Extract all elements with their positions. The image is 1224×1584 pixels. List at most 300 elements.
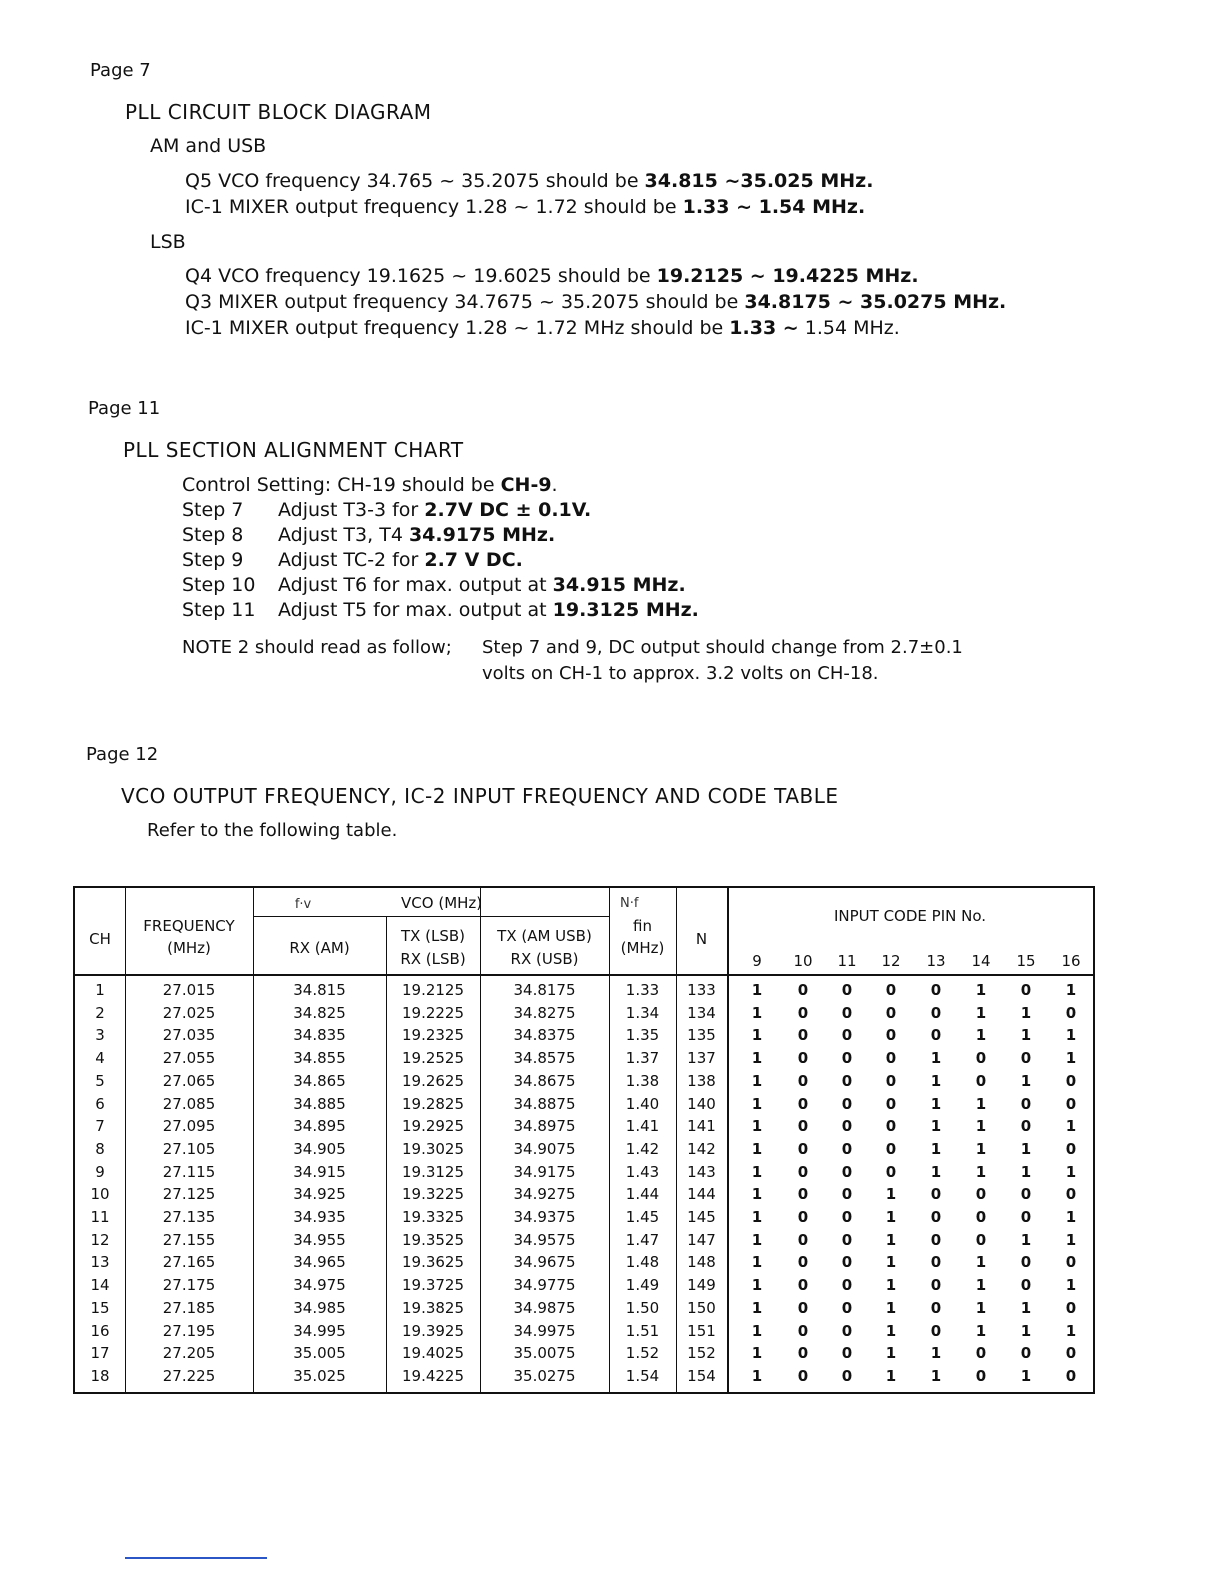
header-frequency: FREQUENCY — [143, 917, 235, 935]
cell-freq: 27.025 — [162, 1004, 216, 1022]
cell-code-pin-15: 1 — [1020, 1231, 1032, 1249]
cell-fin: 1.37 — [625, 1049, 660, 1067]
cell-freq: 27.205 — [162, 1344, 216, 1362]
cell-code-pin-13: 1 — [930, 1117, 942, 1135]
cell-code-pin-9: 1 — [751, 1072, 763, 1090]
header-pin-10: 10 — [793, 952, 813, 970]
cell-code-pin-13: 0 — [930, 1276, 942, 1294]
cell-rx-am: 34.985 — [293, 1299, 346, 1317]
am-usb-heading: AM and USB — [150, 135, 267, 157]
cell-freq: 27.055 — [162, 1049, 216, 1067]
cell-n: 143 — [687, 1163, 716, 1181]
cell-code-pin-11: 0 — [841, 1185, 853, 1203]
cell-n: 150 — [687, 1299, 716, 1317]
header-pin-13: 13 — [926, 952, 946, 970]
cell-fin: 1.44 — [625, 1185, 660, 1203]
cell-code-pin-9: 1 — [751, 1253, 763, 1271]
cell-code-pin-10: 0 — [797, 1095, 809, 1113]
cell-fin: 1.54 — [625, 1367, 660, 1385]
cell-code-pin-11: 0 — [841, 1231, 853, 1249]
cell-code-pin-12: 1 — [885, 1367, 897, 1385]
cell-n: 147 — [687, 1231, 716, 1249]
cell-ch: 16 — [90, 1322, 110, 1340]
cell-fin: 1.42 — [625, 1140, 660, 1158]
cell-code-pin-11: 0 — [841, 1299, 853, 1317]
header-tx-am-usb: TX (AM USB) — [497, 927, 592, 945]
header-rx-lsb: RX (LSB) — [400, 950, 466, 968]
step-text-9: Adjust TC-2 for 2.7 V DC. — [278, 549, 523, 571]
cell-fin: 1.41 — [625, 1117, 660, 1135]
cell-code-pin-11: 0 — [841, 1208, 853, 1226]
cell-code-pin-11: 0 — [841, 1140, 853, 1158]
cell-code-pin-10: 0 — [797, 1004, 809, 1022]
cell-code-pin-10: 0 — [797, 1140, 809, 1158]
header-n: N — [695, 930, 708, 948]
cell-am-usb: 34.9075 — [513, 1140, 576, 1158]
cell-am-usb: 35.0075 — [513, 1344, 576, 1362]
cell-code-pin-10: 0 — [797, 1253, 809, 1271]
cell-code-pin-12: 1 — [885, 1276, 897, 1294]
cell-code-pin-9: 1 — [751, 1185, 763, 1203]
cell-code-pin-11: 0 — [841, 1026, 853, 1044]
cell-code-pin-16: 0 — [1065, 1299, 1077, 1317]
cell-n: 152 — [687, 1344, 716, 1362]
cell-fin: 1.43 — [625, 1163, 660, 1181]
cell-am-usb: 34.8275 — [513, 1004, 576, 1022]
cell-freq: 27.065 — [162, 1072, 216, 1090]
cell-code-pin-14: 0 — [975, 1231, 987, 1249]
cell-code-pin-13: 0 — [930, 1026, 942, 1044]
cell-lsb: 19.3225 — [401, 1185, 465, 1203]
cell-n: 145 — [687, 1208, 716, 1226]
cell-code-pin-13: 0 — [930, 1299, 942, 1317]
cell-code-pin-12: 0 — [885, 1004, 897, 1022]
cell-code-pin-14: 0 — [975, 1208, 987, 1226]
cell-rx-am: 34.955 — [293, 1231, 346, 1249]
cell-code-pin-10: 0 — [797, 1049, 809, 1067]
cell-code-pin-13: 1 — [930, 1163, 942, 1181]
cell-freq: 27.095 — [162, 1117, 216, 1135]
cell-fin: 1.50 — [625, 1299, 660, 1317]
cell-rx-am: 34.965 — [293, 1253, 346, 1271]
cell-code-pin-15: 0 — [1020, 1253, 1032, 1271]
cell-ch: 1 — [95, 981, 105, 999]
cell-code-pin-15: 1 — [1020, 1299, 1032, 1317]
cell-lsb: 19.3025 — [401, 1140, 465, 1158]
cell-fin: 1.34 — [625, 1004, 660, 1022]
cell-code-pin-14: 1 — [975, 1095, 987, 1113]
cell-lsb: 19.4225 — [401, 1367, 465, 1385]
cell-fin: 1.47 — [625, 1231, 660, 1249]
cell-code-pin-13: 0 — [930, 1208, 942, 1226]
cell-am-usb: 34.9775 — [513, 1276, 576, 1294]
am-usb-line-1: Q5 VCO frequency 34.765 ~ 35.2075 should be 34.815 ~35.025 MHz. — [185, 170, 874, 192]
page11-heading: PLL SECTION ALIGNMENT CHART — [123, 438, 464, 462]
cell-am-usb: 34.9575 — [513, 1231, 576, 1249]
cell-fin: 1.49 — [625, 1276, 660, 1294]
cell-code-pin-15: 1 — [1020, 1072, 1032, 1090]
cell-code-pin-12: 1 — [885, 1344, 897, 1362]
cell-freq: 27.115 — [162, 1163, 216, 1181]
cell-am-usb: 35.0275 — [513, 1367, 576, 1385]
cell-ch: 12 — [90, 1231, 110, 1249]
cell-lsb: 19.2525 — [401, 1049, 465, 1067]
cell-rx-am: 34.995 — [293, 1322, 346, 1340]
cell-lsb: 19.2225 — [401, 1004, 465, 1022]
cell-code-pin-13: 0 — [930, 1004, 942, 1022]
cell-rx-am: 34.935 — [293, 1208, 346, 1226]
step-label-9: Step 9 — [182, 549, 244, 571]
cell-code-pin-9: 1 — [751, 1276, 763, 1294]
cell-code-pin-16: 0 — [1065, 1004, 1077, 1022]
cell-freq: 27.125 — [162, 1185, 216, 1203]
cell-fin: 1.52 — [625, 1344, 660, 1362]
page7-label: Page 7 — [90, 60, 151, 81]
cell-code-pin-12: 0 — [885, 1117, 897, 1135]
step-label-7: Step 7 — [182, 499, 244, 521]
cell-code-pin-12: 1 — [885, 1253, 897, 1271]
cell-n: 149 — [687, 1276, 716, 1294]
note-line-1: Step 7 and 9, DC output should change from 2.7±0.1 — [482, 637, 963, 658]
header-fin-unit: (MHz) — [620, 939, 665, 957]
cell-code-pin-14: 0 — [975, 1344, 987, 1362]
cell-n: 135 — [687, 1026, 716, 1044]
header-input-code: INPUT CODE PIN No. — [833, 907, 987, 925]
cell-freq: 27.135 — [162, 1208, 216, 1226]
cell-code-pin-9: 1 — [751, 1344, 763, 1362]
cell-code-pin-15: 1 — [1020, 1163, 1032, 1181]
cell-n: 151 — [687, 1322, 716, 1340]
cell-code-pin-16: 1 — [1065, 1231, 1077, 1249]
cell-freq: 27.175 — [162, 1276, 216, 1294]
cell-n: 137 — [687, 1049, 716, 1067]
cell-code-pin-9: 1 — [751, 1367, 763, 1385]
handwritten-nfi: N·f — [620, 896, 639, 911]
cell-code-pin-15: 0 — [1020, 1095, 1032, 1113]
cell-code-pin-11: 0 — [841, 1253, 853, 1271]
cell-code-pin-14: 1 — [975, 1253, 987, 1271]
cell-n: 138 — [687, 1072, 716, 1090]
cell-code-pin-15: 1 — [1020, 1367, 1032, 1385]
cell-n: 154 — [687, 1367, 716, 1385]
cell-fin: 1.40 — [625, 1095, 660, 1113]
cell-am-usb: 34.9675 — [513, 1253, 576, 1271]
cell-n: 140 — [687, 1095, 716, 1113]
cell-code-pin-11: 0 — [841, 1163, 853, 1181]
cell-code-pin-12: 0 — [885, 981, 897, 999]
cell-fin: 1.38 — [625, 1072, 660, 1090]
control-setting: Control Setting: CH-19 should be CH-9. — [182, 474, 558, 496]
cell-code-pin-11: 0 — [841, 1049, 853, 1067]
cell-code-pin-16: 1 — [1065, 1163, 1077, 1181]
cell-ch: 13 — [90, 1253, 110, 1271]
cell-ch: 18 — [90, 1367, 110, 1385]
cell-rx-am: 34.895 — [293, 1117, 346, 1135]
cell-code-pin-9: 1 — [751, 1095, 763, 1113]
cell-code-pin-12: 1 — [885, 1322, 897, 1340]
header-pin-9: 9 — [752, 952, 762, 970]
cell-freq: 27.015 — [162, 981, 216, 999]
cell-code-pin-16: 0 — [1065, 1253, 1077, 1271]
cell-code-pin-13: 0 — [930, 1253, 942, 1271]
cell-code-pin-10: 0 — [797, 1231, 809, 1249]
cell-am-usb: 34.9275 — [513, 1185, 576, 1203]
cell-n: 142 — [687, 1140, 716, 1158]
page11-label: Page 11 — [88, 398, 161, 419]
cell-code-pin-14: 1 — [975, 1163, 987, 1181]
cell-code-pin-9: 1 — [751, 1322, 763, 1340]
cell-code-pin-14: 0 — [975, 1367, 987, 1385]
header-pin-16: 16 — [1061, 952, 1081, 970]
cell-code-pin-16: 1 — [1065, 1049, 1077, 1067]
header-rx-am: RX (AM) — [289, 939, 350, 957]
cell-ch: 17 — [90, 1344, 110, 1362]
cell-code-pin-16: 1 — [1065, 1276, 1077, 1294]
cell-code-pin-12: 0 — [885, 1140, 897, 1158]
cell-am-usb: 34.9975 — [513, 1322, 576, 1340]
cell-code-pin-11: 0 — [841, 1004, 853, 1022]
cell-code-pin-13: 1 — [930, 1049, 942, 1067]
cell-code-pin-10: 0 — [797, 1163, 809, 1181]
note-line-2: volts on CH-1 to approx. 3.2 volts on CH-18. — [482, 663, 879, 684]
cell-n: 134 — [687, 1004, 716, 1022]
cell-code-pin-9: 1 — [751, 1163, 763, 1181]
lsb-line-3: IC-1 MIXER output frequency 1.28 ~ 1.72 MHz should be 1.33 ~ 1.54 MHz. — [185, 317, 900, 339]
page7-heading: PLL CIRCUIT BLOCK DIAGRAM — [125, 100, 432, 124]
cell-code-pin-12: 0 — [885, 1072, 897, 1090]
lsb-heading: LSB — [150, 231, 186, 253]
cell-code-pin-14: 1 — [975, 1140, 987, 1158]
cell-code-pin-13: 1 — [930, 1072, 942, 1090]
header-fin: fin — [633, 917, 652, 935]
cell-code-pin-13: 0 — [930, 981, 942, 999]
cell-code-pin-10: 0 — [797, 1344, 809, 1362]
cell-code-pin-16: 1 — [1065, 1208, 1077, 1226]
cell-code-pin-11: 0 — [841, 1095, 853, 1113]
cell-code-pin-16: 0 — [1065, 1185, 1077, 1203]
cell-code-pin-12: 1 — [885, 1185, 897, 1203]
cell-code-pin-16: 1 — [1065, 1026, 1077, 1044]
cell-code-pin-12: 1 — [885, 1299, 897, 1317]
cell-code-pin-13: 0 — [930, 1185, 942, 1203]
cell-code-pin-13: 1 — [930, 1095, 942, 1113]
cell-code-pin-14: 1 — [975, 1276, 987, 1294]
cell-code-pin-13: 0 — [930, 1322, 942, 1340]
code-table — [73, 886, 1095, 1394]
cell-am-usb: 34.8675 — [513, 1072, 576, 1090]
cell-code-pin-9: 1 — [751, 1049, 763, 1067]
cell-lsb: 19.3525 — [401, 1231, 465, 1249]
cell-ch: 8 — [95, 1140, 105, 1158]
header-tx-lsb: TX (LSB) — [400, 927, 466, 945]
cell-code-pin-11: 0 — [841, 981, 853, 999]
cell-code-pin-9: 1 — [751, 1140, 763, 1158]
cell-code-pin-9: 1 — [751, 1004, 763, 1022]
cell-code-pin-16: 0 — [1065, 1367, 1077, 1385]
cell-lsb: 19.2825 — [401, 1095, 465, 1113]
cell-rx-am: 35.025 — [293, 1367, 346, 1385]
cell-code-pin-11: 0 — [841, 1322, 853, 1340]
cell-code-pin-12: 0 — [885, 1026, 897, 1044]
cell-code-pin-15: 1 — [1020, 1140, 1032, 1158]
cell-code-pin-12: 0 — [885, 1049, 897, 1067]
cell-code-pin-14: 0 — [975, 1049, 987, 1067]
page12-subheading: Refer to the following table. — [147, 820, 398, 841]
cell-rx-am: 34.905 — [293, 1140, 346, 1158]
cell-code-pin-16: 0 — [1065, 1072, 1077, 1090]
cell-code-pin-16: 1 — [1065, 1322, 1077, 1340]
cell-rx-am: 34.885 — [293, 1095, 346, 1113]
header-vco: f·v VCO (MHz) — [294, 894, 483, 912]
cell-code-pin-9: 1 — [751, 981, 763, 999]
cell-code-pin-10: 0 — [797, 1367, 809, 1385]
cell-code-pin-9: 1 — [751, 1117, 763, 1135]
cell-code-pin-15: 0 — [1020, 1049, 1032, 1067]
cell-code-pin-15: 0 — [1020, 1117, 1032, 1135]
cell-code-pin-10: 0 — [797, 1072, 809, 1090]
cell-code-pin-16: 0 — [1065, 1140, 1077, 1158]
step-text-8: Adjust T3, T4 34.9175 MHz. — [278, 524, 556, 546]
cell-code-pin-14: 0 — [975, 1185, 987, 1203]
cell-rx-am: 34.815 — [293, 981, 346, 999]
cell-lsb: 19.3325 — [401, 1208, 465, 1226]
handwritten-fv: f·v — [294, 897, 312, 912]
cell-code-pin-15: 1 — [1020, 1026, 1032, 1044]
header-rx-usb: RX (USB) — [510, 950, 579, 968]
cell-code-pin-15: 1 — [1020, 1322, 1032, 1340]
cell-code-pin-16: 0 — [1065, 1344, 1077, 1362]
cell-fin: 1.48 — [625, 1253, 660, 1271]
cell-ch: 4 — [95, 1049, 105, 1067]
cell-code-pin-10: 0 — [797, 1185, 809, 1203]
cell-code-pin-14: 1 — [975, 1299, 987, 1317]
cell-rx-am: 35.005 — [293, 1344, 346, 1362]
cell-code-pin-13: 1 — [930, 1140, 942, 1158]
header-pin-11: 11 — [837, 952, 857, 970]
step-label-8: Step 8 — [182, 524, 244, 546]
cell-freq: 27.225 — [162, 1367, 216, 1385]
cell-freq: 27.155 — [162, 1231, 216, 1249]
cell-lsb: 19.4025 — [401, 1344, 465, 1362]
cell-code-pin-15: 0 — [1020, 1276, 1032, 1294]
cell-fin: 1.45 — [625, 1208, 660, 1226]
cell-lsb: 19.3725 — [401, 1276, 465, 1294]
page12-heading: VCO OUTPUT FREQUENCY, IC-2 INPUT FREQUENCY AND CODE TABLE — [121, 784, 839, 808]
step-text-11: Adjust T5 for max. output at 19.3125 MHz. — [278, 599, 699, 621]
step-text-7: Adjust T3-3 for 2.7V DC ± 0.1V. — [278, 499, 592, 521]
footer-rule — [125, 1557, 267, 1559]
cell-ch: 10 — [90, 1185, 110, 1203]
cell-n: 148 — [687, 1253, 716, 1271]
cell-am-usb: 34.9875 — [513, 1299, 576, 1317]
cell-ch: 9 — [95, 1163, 105, 1181]
cell-code-pin-12: 1 — [885, 1208, 897, 1226]
cell-freq: 27.165 — [162, 1253, 216, 1271]
cell-code-pin-12: 1 — [885, 1231, 897, 1249]
cell-freq: 27.035 — [162, 1026, 216, 1044]
cell-lsb: 19.2325 — [401, 1026, 465, 1044]
cell-code-pin-10: 0 — [797, 1208, 809, 1226]
cell-am-usb: 34.9375 — [513, 1208, 576, 1226]
cell-am-usb: 34.8575 — [513, 1049, 576, 1067]
cell-code-pin-11: 0 — [841, 1276, 853, 1294]
cell-lsb: 19.3825 — [401, 1299, 465, 1317]
cell-code-pin-13: 1 — [930, 1344, 942, 1362]
cell-code-pin-14: 0 — [975, 1072, 987, 1090]
cell-code-pin-11: 0 — [841, 1117, 853, 1135]
cell-lsb: 19.3925 — [401, 1322, 465, 1340]
cell-am-usb: 34.8175 — [513, 981, 576, 999]
cell-rx-am: 34.855 — [293, 1049, 346, 1067]
header-ch: CH — [89, 930, 111, 948]
cell-ch: 5 — [95, 1072, 105, 1090]
cell-code-pin-10: 0 — [797, 1276, 809, 1294]
header-pin-14: 14 — [971, 952, 991, 970]
cell-rx-am: 34.835 — [293, 1026, 346, 1044]
cell-freq: 27.085 — [162, 1095, 216, 1113]
cell-code-pin-16: 0 — [1065, 1095, 1077, 1113]
cell-code-pin-9: 1 — [751, 1026, 763, 1044]
cell-freq: 27.185 — [162, 1299, 216, 1317]
cell-code-pin-10: 0 — [797, 1117, 809, 1135]
step-label-11: Step 11 — [182, 599, 256, 621]
cell-lsb: 19.2625 — [401, 1072, 465, 1090]
cell-rx-am: 34.975 — [293, 1276, 346, 1294]
cell-lsb: 19.3125 — [401, 1163, 465, 1181]
cell-code-pin-11: 0 — [841, 1072, 853, 1090]
cell-ch: 15 — [90, 1299, 110, 1317]
cell-code-pin-15: 0 — [1020, 1185, 1032, 1203]
cell-am-usb: 34.8875 — [513, 1095, 576, 1113]
cell-code-pin-11: 0 — [841, 1367, 853, 1385]
lsb-line-1: Q4 VCO frequency 19.1625 ~ 19.6025 should be 19.2125 ~ 19.4225 MHz. — [185, 265, 919, 287]
cell-n: 144 — [687, 1185, 716, 1203]
cell-code-pin-15: 0 — [1020, 1208, 1032, 1226]
cell-code-pin-11: 0 — [841, 1344, 853, 1362]
cell-ch: 2 — [95, 1004, 105, 1022]
cell-code-pin-16: 1 — [1065, 981, 1077, 999]
step-label-10: Step 10 — [182, 574, 256, 596]
cell-code-pin-14: 1 — [975, 1322, 987, 1340]
cell-ch: 3 — [95, 1026, 105, 1044]
cell-ch: 7 — [95, 1117, 105, 1135]
header-pin-15: 15 — [1016, 952, 1036, 970]
cell-freq: 27.105 — [162, 1140, 216, 1158]
lsb-line-2: Q3 MIXER output frequency 34.7675 ~ 35.2075 should be 34.8175 ~ 35.0275 MHz. — [185, 291, 1007, 313]
cell-fin: 1.35 — [625, 1026, 660, 1044]
cell-am-usb: 34.9175 — [513, 1163, 576, 1181]
cell-code-pin-13: 1 — [930, 1367, 942, 1385]
cell-code-pin-9: 1 — [751, 1299, 763, 1317]
cell-code-pin-16: 1 — [1065, 1117, 1077, 1135]
cell-am-usb: 34.8375 — [513, 1026, 576, 1044]
cell-code-pin-13: 0 — [930, 1231, 942, 1249]
cell-rx-am: 34.915 — [293, 1163, 346, 1181]
cell-code-pin-12: 0 — [885, 1163, 897, 1181]
cell-code-pin-10: 0 — [797, 1322, 809, 1340]
cell-code-pin-15: 0 — [1020, 981, 1032, 999]
cell-am-usb: 34.8975 — [513, 1117, 576, 1135]
cell-code-pin-10: 0 — [797, 981, 809, 999]
cell-rx-am: 34.865 — [293, 1072, 346, 1090]
cell-code-pin-14: 1 — [975, 1026, 987, 1044]
cell-ch: 11 — [90, 1208, 110, 1226]
step-text-10: Adjust T6 for max. output at 34.915 MHz. — [278, 574, 686, 596]
cell-lsb: 19.3625 — [401, 1253, 465, 1271]
cell-code-pin-14: 1 — [975, 981, 987, 999]
cell-n: 141 — [687, 1117, 716, 1135]
cell-ch: 14 — [90, 1276, 110, 1294]
